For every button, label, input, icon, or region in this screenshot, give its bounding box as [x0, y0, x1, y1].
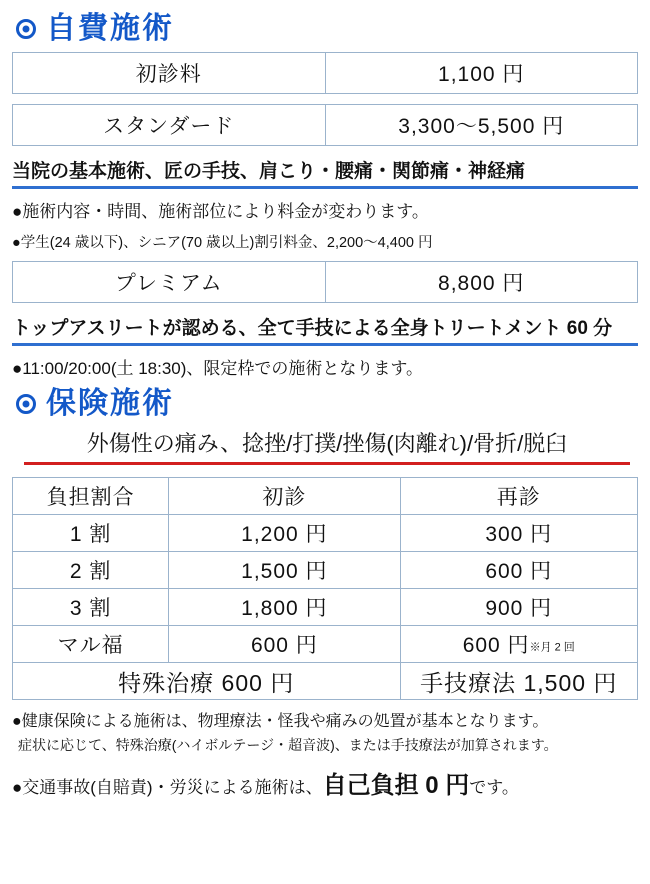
price-value-standard: 3,300～5,500 円	[398, 115, 565, 138]
price-row-standard	[12, 104, 638, 146]
cell-burden-2: 2 割	[13, 552, 169, 589]
cell-burden-3: 3 割	[13, 589, 169, 626]
cell-revisit-2: 600 円	[400, 552, 638, 589]
cell-first-2: 1,500 円	[169, 552, 400, 589]
table-header-first-visit: 初診	[169, 478, 400, 515]
table-row	[13, 626, 638, 663]
cell-first-1: 1,200 円	[169, 515, 400, 552]
table-row	[13, 552, 638, 589]
accident-note	[12, 765, 638, 800]
price-row-premium	[12, 261, 638, 303]
insurance-scope-description: 外傷性の痛み、捻挫/打撲/挫傷(肉離れ)/骨折/脱臼	[24, 427, 630, 465]
cell-burden-marufuku: マル福	[13, 626, 169, 663]
cell-revisit-3: 900 円	[400, 589, 638, 626]
cell-revisit-marufuku	[400, 626, 638, 663]
accident-note-prefix: ●交通事故(自賠責)・労災による施術は、	[12, 778, 323, 797]
table-row	[13, 663, 638, 700]
section-title-insurance: 保険施術	[46, 387, 174, 420]
price-value-premium: 8,800 円	[438, 272, 525, 295]
cell-burden-1: 1 割	[13, 515, 169, 552]
premium-note: ●11:00/20:00(土 18:30)、限定枠での施術となります。	[12, 359, 424, 378]
standard-description: 当院の基本施術、匠の手技、肩こり・腰痛・関節痛・神経痛	[12, 156, 638, 189]
table-header-revisit: 再診	[400, 478, 638, 515]
ring-bullet-icon	[16, 394, 36, 414]
insurance-note-1: ●健康保険による施術は、物理療法・怪我や痛みの処置が基本となります。	[12, 713, 549, 730]
marufuku-footnote: ※月 2 回	[529, 641, 575, 654]
cell-first-3: 1,800 円	[169, 589, 400, 626]
cell-first-marufuku: 600 円	[169, 626, 400, 663]
self-pay-note-2: ●学生(24 歳以下)、シニア(70 歳以上)割引料金、2,200～4,400 円	[12, 235, 433, 251]
price-label-first-visit: 初診料	[13, 53, 326, 93]
self-pay-note-1: ●施術内容・時間、施術部位により料金が変わります。	[12, 202, 429, 221]
price-label-premium: プレミアム	[13, 262, 326, 302]
premium-description: トップアスリートが認める、全て手技による全身トリートメント 60 分	[12, 313, 638, 346]
section-header-insurance	[16, 389, 638, 419]
cell-revisit-1: 300 円	[400, 515, 638, 552]
price-value-first-visit: 1,100 円	[438, 63, 525, 86]
accident-note-suffix: です。	[469, 778, 519, 797]
table-header-row	[13, 478, 638, 515]
insurance-price-table	[12, 477, 638, 700]
price-label-standard: スタンダード	[13, 105, 326, 145]
accident-note-strong: 自己負担 0 円	[322, 772, 470, 799]
table-header-burden-rate: 負担割合	[13, 478, 169, 515]
section-header-self-pay	[16, 14, 638, 44]
section-title-self-pay: 自費施術	[46, 12, 174, 45]
table-row	[13, 589, 638, 626]
insurance-note-2: 症状に応じて、特殊治療(ハイボルテージ・超音波)、または手技療法が加算されます。	[18, 737, 558, 753]
cell-revisit-marufuku-value: 600 円	[462, 634, 530, 657]
ring-bullet-icon	[16, 19, 36, 39]
price-row-first-visit	[12, 52, 638, 94]
table-row	[13, 515, 638, 552]
cell-manual-therapy: 手技療法 1,500 円	[400, 663, 638, 700]
cell-special-treatment: 特殊治療 600 円	[13, 663, 401, 700]
